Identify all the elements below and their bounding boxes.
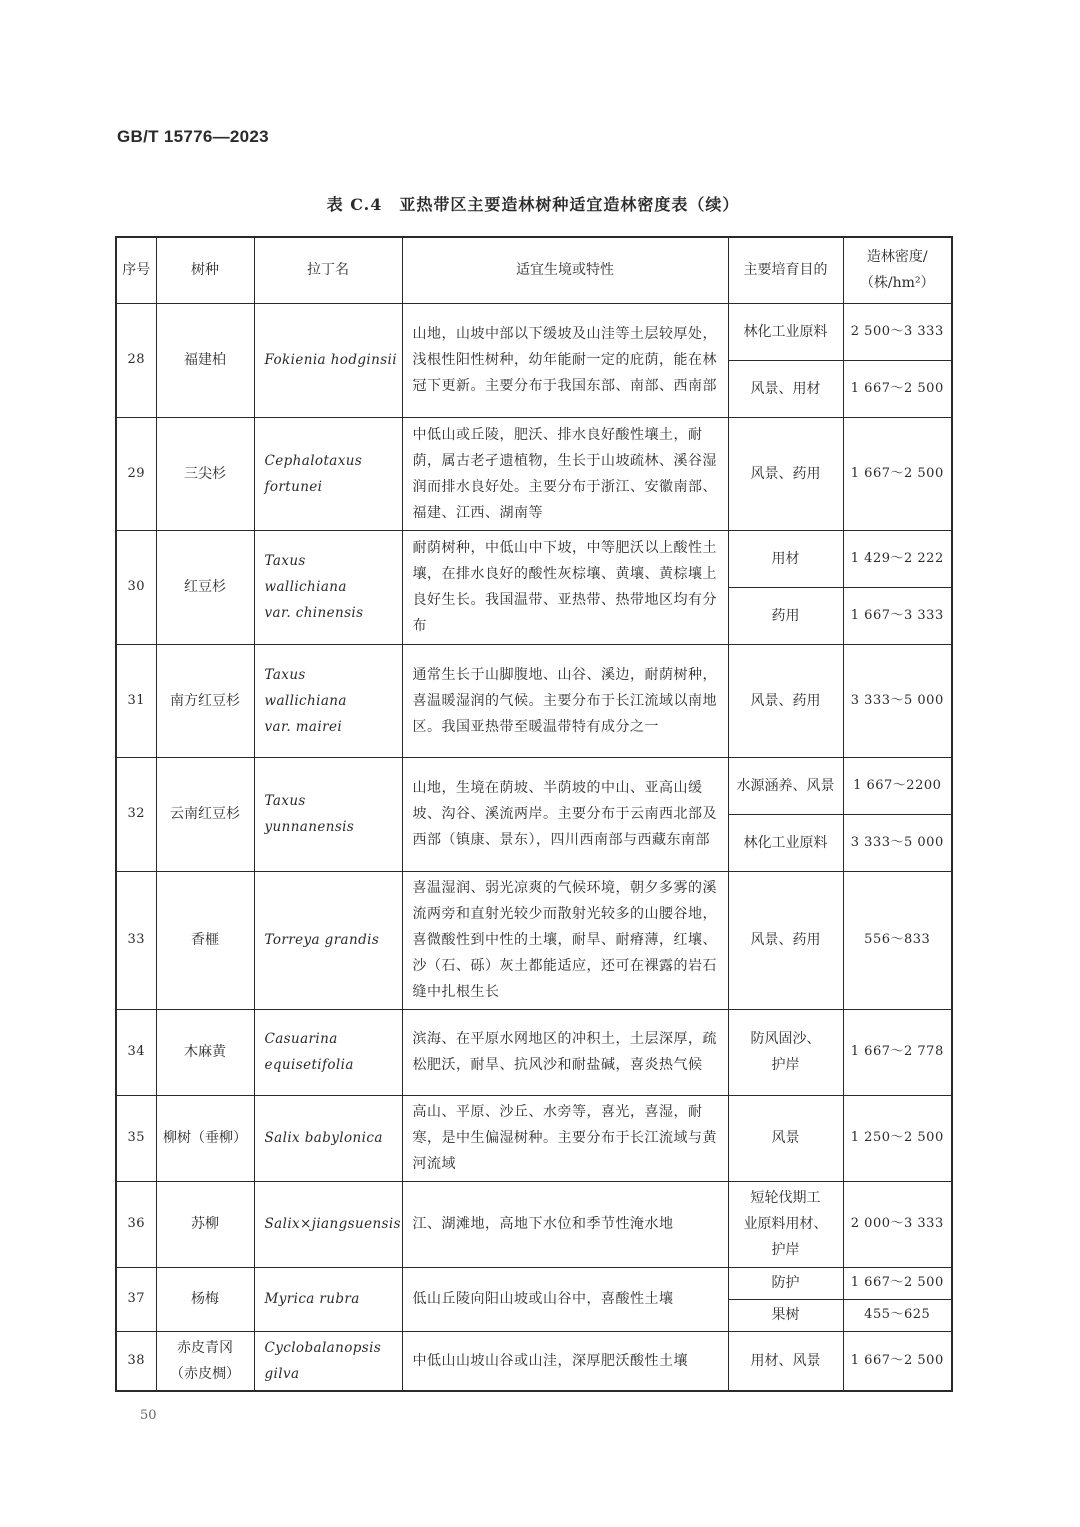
table-row (116, 303, 952, 360)
purpose-line: 护岸 (771, 1242, 800, 1258)
latin-line: Taxus (264, 666, 306, 683)
cell-purpose (728, 1009, 843, 1095)
cell-purpose: 果树 (728, 1299, 843, 1331)
cell-latin (254, 1331, 402, 1391)
purpose-line: 短轮伐期工 (750, 1190, 821, 1206)
cell-env: 滨海、在平原水网地区的冲积土，土层深厚，疏松肥沃，耐旱、抗风沙和耐盐碱，喜炎热气候 (402, 1009, 728, 1095)
cell-purpose: 水源涵养、风景 (728, 757, 843, 814)
latin-line: Casuarina (264, 1031, 338, 1047)
cell-density: 2 500～3 333 (843, 303, 952, 360)
cell-species: 木麻黄 (156, 1009, 254, 1095)
header-seq: 序号 (116, 237, 156, 303)
cell-env: 山地，山坡中部以下缓坡及山洼等土层较厚处，浅根性阳性树种，幼年能耐一定的庇荫，能在林冠下更新。主要分布于我国东部、南部、西南部 (402, 303, 728, 417)
cell-env: 耐荫树种，中低山中下坡，中等肥沃以上酸性土壤，在排水良好的酸性灰棕壤、黄壤、黄棕壤上良好生长。我国温带、亚热带、热带地区均有分布 (402, 530, 728, 644)
purpose-line: 护岸 (771, 1057, 800, 1073)
latin-line: wallichiana (264, 692, 347, 709)
table-row (116, 871, 952, 1009)
cell-env: 山地，生境在荫坡、半荫坡的中山、亚高山缓坡、沟谷、溪流两岸。主要分布于云南西北部及西部（镇康、景东），四川西南部与西藏东南部 (402, 757, 728, 871)
cell-latin: Salix babylonica (254, 1095, 402, 1181)
cell-purpose: 林化工业原料 (728, 814, 843, 871)
table-row (116, 1095, 952, 1181)
latin-line: var. chinensis (264, 605, 364, 621)
standard-number: GB/T 15776—2023 (117, 127, 269, 146)
cell-latin (254, 644, 402, 757)
latin-line: equisetifolia (264, 1057, 354, 1073)
cell-seq: 29 (116, 417, 156, 530)
cell-species: 香榧 (156, 871, 254, 1009)
cell-density: 455～625 (843, 1299, 952, 1331)
cell-latin: Salix×jiangsuensis (254, 1181, 402, 1267)
cell-species: 红豆杉 (156, 530, 254, 644)
cell-seq: 37 (116, 1267, 156, 1331)
cell-density: 1 667～2 500 (843, 1331, 952, 1391)
cell-species: 苏柳 (156, 1181, 254, 1267)
header-density-line1: 造林密度/ (866, 249, 928, 266)
table-row (116, 1181, 952, 1267)
cell-purpose: 风景、药用 (728, 417, 843, 530)
cell-latin: Fokienia hodginsii (254, 303, 402, 417)
cell-latin (254, 1009, 402, 1095)
cell-species: 南方红豆杉 (156, 644, 254, 757)
cell-density: 1 250～2 500 (843, 1095, 952, 1181)
cell-seq: 30 (116, 530, 156, 644)
cell-purpose: 林化工业原料 (728, 303, 843, 360)
cell-purpose: 防护 (728, 1267, 843, 1299)
cell-purpose: 风景、药用 (728, 644, 843, 757)
purpose-line: 业原料用材、 (743, 1216, 828, 1232)
cell-env: 喜温湿润、弱光凉爽的气候环境，朝夕多雾的溪流两旁和直射光较少而散射光较多的山腰谷地，喜微酸性到中性的土壤，耐旱、耐瘠薄，红壤、沙（石、砾）灰土都能适应，还可在裸露的岩石缝中扎根生长 (402, 871, 728, 1009)
table-row (116, 530, 952, 587)
latin-line: Taxus (264, 553, 306, 569)
header-density-line2: （株/hm²） (859, 275, 935, 292)
header-species: 树种 (156, 237, 254, 303)
header-latin: 拉丁名 (254, 237, 402, 303)
cell-latin (254, 530, 402, 644)
cell-density: 1 667～2 500 (843, 360, 952, 417)
cell-density: 1 667～2 778 (843, 1009, 952, 1095)
cell-purpose: 风景、药用 (728, 871, 843, 1009)
cell-density: 1 667～2 500 (843, 417, 952, 530)
table-row (116, 1267, 952, 1299)
cell-species: 杨梅 (156, 1267, 254, 1331)
latin-line: var. mairei (264, 718, 343, 735)
cell-density: 1 429～2 222 (843, 530, 952, 587)
cell-latin: Taxus yunnanensis (254, 757, 402, 871)
header-purpose: 主要培育目的 (728, 237, 843, 303)
cell-density: 3 333～5 000 (843, 644, 952, 757)
table-header-row (116, 237, 952, 303)
density-table (115, 236, 953, 1392)
cell-seq: 35 (116, 1095, 156, 1181)
cell-density: 1 667～2 500 (843, 1267, 952, 1299)
cell-density: 1 667～3 333 (843, 587, 952, 644)
latin-line: fortunei (264, 478, 323, 495)
cell-env: 低山丘陵向阳山坡或山谷中，喜酸性土壤 (402, 1267, 728, 1331)
table-row (116, 1009, 952, 1095)
table-row (116, 417, 952, 530)
cell-latin: Torreya grandis (254, 871, 402, 1009)
cell-purpose: 用材 (728, 530, 843, 587)
header-density (843, 237, 952, 303)
cell-species (156, 1331, 254, 1391)
cell-species: 柳树（垂柳） (156, 1095, 254, 1181)
cell-seq: 32 (116, 757, 156, 871)
cell-env: 中低山或丘陵，肥沃、排水良好酸性壤土，耐荫，属古老孑遗植物，生长于山坡疏林、溪谷湿润而排水良好处。主要分布于浙江、安徽南部、福建、江西、湖南等 (402, 417, 728, 530)
cell-density: 1 667～2200 (843, 757, 952, 814)
cell-latin (254, 417, 402, 530)
cell-seq: 36 (116, 1181, 156, 1267)
cell-env: 通常生长于山脚腹地、山谷、溪边，耐荫树种，喜温暖湿润的气候。主要分布于长江流域以南地区。我国亚热带至暖温带特有成分之一 (402, 644, 728, 757)
cell-purpose (728, 1181, 843, 1267)
species-line: （赤皮椆） (170, 1365, 240, 1382)
cell-env: 江、湖滩地，高地下水位和季节性淹水地 (402, 1181, 728, 1267)
table-row (116, 644, 952, 757)
cell-env: 高山、平原、沙丘、水旁等，喜光，喜湿，耐寒，是中生偏湿树种。主要分布于长江流域与黄河流域 (402, 1095, 728, 1181)
cell-latin: Myrica rubra (254, 1267, 402, 1331)
purpose-line: 防风固沙、 (750, 1031, 821, 1047)
cell-purpose: 风景、用材 (728, 360, 843, 417)
table-row (116, 1331, 952, 1391)
cell-seq: 33 (116, 871, 156, 1009)
cell-density: 3 333～5 000 (843, 814, 952, 871)
table-title: 表 C.4 亚热带区主要造林树种适宜造林密度表（续） (326, 195, 740, 214)
table-row (116, 757, 952, 814)
cell-seq: 38 (116, 1331, 156, 1391)
cell-density: 556～833 (843, 871, 952, 1009)
cell-seq: 34 (116, 1009, 156, 1095)
cell-purpose: 药用 (728, 587, 843, 644)
cell-env: 中低山山坡山谷或山洼，深厚肥沃酸性土壤 (402, 1331, 728, 1391)
cell-purpose: 用材、风景 (728, 1331, 843, 1391)
latin-line: wallichiana (264, 579, 347, 595)
cell-purpose: 风景 (728, 1095, 843, 1181)
cell-density: 2 000～3 333 (843, 1181, 952, 1267)
latin-line: gilva (264, 1365, 300, 1382)
page-number: 50 (140, 1408, 157, 1423)
latin-line: Cyclobalanopsis (264, 1339, 382, 1356)
cell-species: 福建柏 (156, 303, 254, 417)
cell-seq: 31 (116, 644, 156, 757)
cell-seq: 28 (116, 303, 156, 417)
cell-species: 云南红豆杉 (156, 757, 254, 871)
header-env: 适宜生境或特性 (402, 237, 728, 303)
species-line: 赤皮青冈 (177, 1339, 233, 1356)
latin-line: Cephalotaxus (264, 452, 363, 469)
cell-species: 三尖杉 (156, 417, 254, 530)
